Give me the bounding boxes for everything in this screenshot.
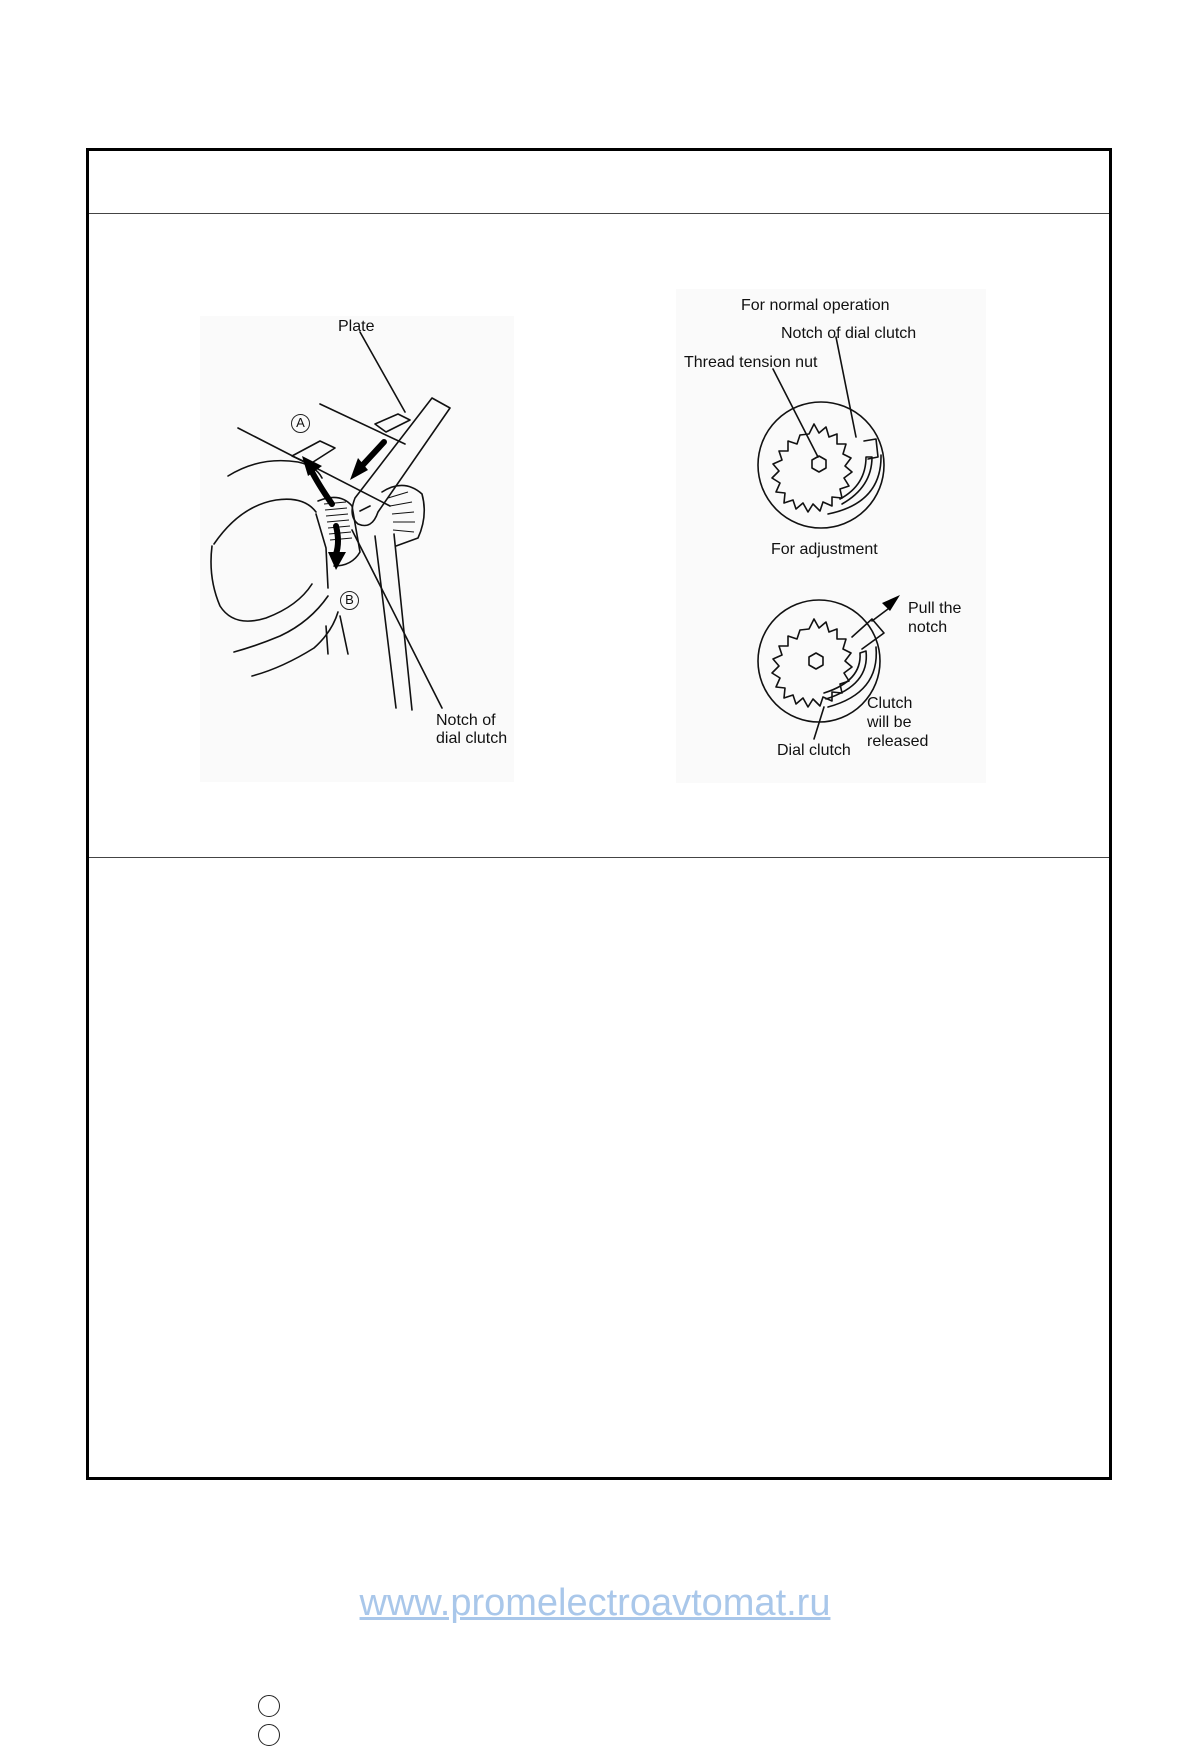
marker-b-label: B: [340, 591, 359, 610]
pull-notch-label-line1: Pull the: [908, 600, 962, 617]
instruction-text-row: [89, 858, 1109, 1477]
marker-a-label: A: [291, 414, 310, 433]
clutch-released-label-line2: will be: [867, 714, 912, 731]
procedure-frame: [86, 148, 1112, 1480]
step-marker-b-circle: [258, 1724, 280, 1746]
for-normal-operation-label: For normal operation: [741, 297, 890, 314]
footer: [0, 1582, 1190, 1625]
step-marker-a-circle: [258, 1695, 280, 1717]
notch-of-dial-clutch-label: Notch of dial clutch: [781, 325, 917, 342]
notch-label-line1: Notch of: [436, 712, 496, 729]
dial-clutch-label: Dial clutch: [777, 742, 851, 759]
thread-tension-nut-label: Thread tension nut: [684, 354, 818, 371]
for-adjustment-label: For adjustment: [771, 541, 878, 558]
plate-label: Plate: [338, 318, 375, 335]
website-link[interactable]: www.promelectroavtomat.ru: [359, 1582, 831, 1624]
figure-dial-clutch-hand: [200, 316, 514, 782]
clutch-released-label-line1: Clutch: [867, 695, 913, 712]
frame-header-row: [89, 151, 1109, 214]
pull-notch-label-line2: notch: [908, 619, 948, 636]
figure-dial-clutch-diagram: [676, 289, 986, 783]
notch-label-line2: dial clutch: [436, 730, 508, 747]
figure-row: [89, 214, 1109, 858]
clutch-released-label-line3: released: [867, 733, 929, 750]
